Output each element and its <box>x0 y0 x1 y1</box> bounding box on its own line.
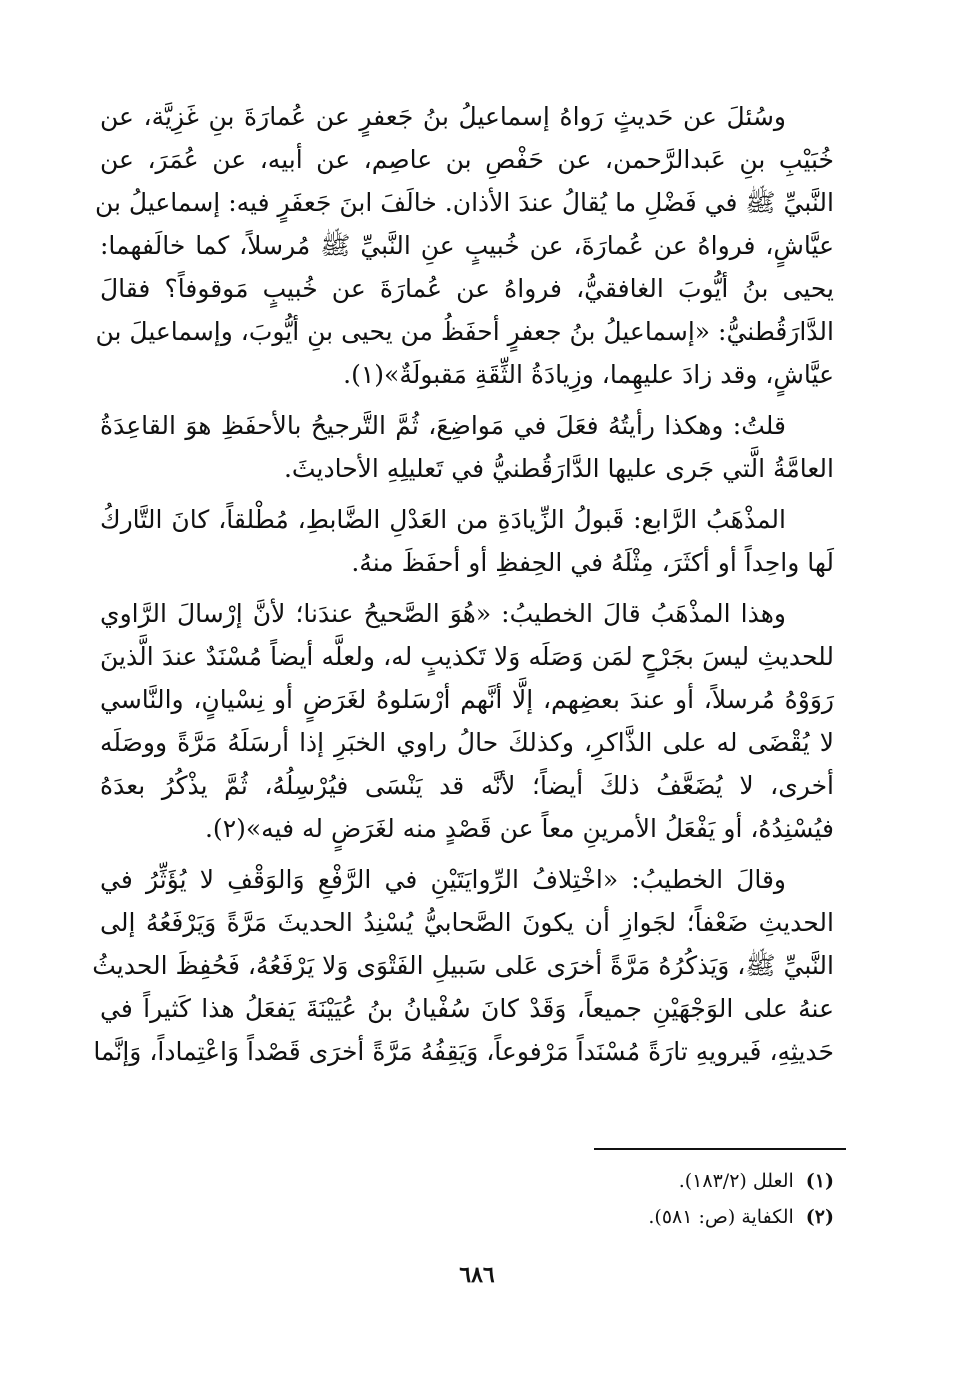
text-line: وهذا المذْهَبُ قالَ الخطيبُ: «هُوَ الصَّحيحُ عندَنا؛ لأنَّ إرْسالَ الرَّاوي <box>100 599 786 628</box>
footnote-1 <box>100 1163 834 1199</box>
text-line: للحديثِ ليسَ بجَرْحٍ لمَن وَصَلَه وَلا تَكذيبٍ له، ولعلَّه أيضاً مُسْنَدٌ عندَ الَّذينَ <box>100 642 834 671</box>
text-line: أخرى، لا يُضَعَّفُ ذلكَ أيضاً؛ لأنَّه قد يَنْسَى فيُرْسِلُهُ، ثُمَّ يذْكُرُ بعدَهُ <box>100 771 834 800</box>
text-line: لا يُقْضَى له على الذَّاكرِ، وكذلكَ حالُ راوي الخبَرِ إذا أرسَلَهُ مَرَّةً ووصَلَه <box>100 728 834 757</box>
paragraph-2 <box>100 404 834 490</box>
text-line: رَوَوْهُ مُرسلاً، أو عندَ بعضِهم، إلَّا أنَّهم أرْسَلوهُ لغَرَضٍ أو نِسْيانٍ، والنَّاسي <box>100 685 834 714</box>
paragraph-4 <box>100 592 834 850</box>
paragraph-5 <box>92 858 834 1073</box>
text-line: عيَّاشٍ، فرواهُ عن عُمارَةَ، عن خُبيبٍ عنِ النَّبيِّ ﷺ مُرسلاً، كما خالَفهما: <box>100 231 834 260</box>
text-line: عنهُ على الوَجْهَيْنِ جميعاً، وَقَدْ كانَ سُفْيانُ بنُ عُيَيْنَةَ يَفعَلُ هذا كَثيراً في <box>100 994 834 1023</box>
text-line: عيَّاشٍ، وقد زادَ عليهِما، وزِيادَةُ الثِّقَةِ مَقبولَةٌ»(١). <box>343 360 834 389</box>
footnote-number: (٢) <box>805 1206 834 1228</box>
page-number: ٦٨٦ <box>459 1262 495 1288</box>
text-line: العامَّةُ الَّتي جَرى عليها الدَّارَقُطنيُّ في تَعليلِهِ الأحاديثَ. <box>283 454 834 483</box>
text-line: حَديثِهِ، فَيرويهِ تارَةً مُسْنَداً مَرْفوعاً، وَيَقِفُهُ مَرَّةً أخرَى قَصْداً وَاعْتِماداً، وَإنَّما <box>93 1037 834 1066</box>
text-line: يحيى بنُ أيُّوبَ الغافقيُّ، فرواهُ عن عُمارَةَ عن خُبيبٍ مَوقوفاً؟ فقالَ <box>100 274 834 303</box>
text-line: قلتُ: وهكذا رأيتُهُ فعَلَ في مَواضِعَ، ثُمَّ التَّرجيحُ بالأحفَظِ هوَ القاعِدَةُ <box>100 411 786 440</box>
text-line: وقالَ الخطيبُ: «اخْتِلافُ الرِّوايَتَيْنِ في الرَّفْعِ وَالوَقْفِ لا يُؤَثِّرُ في <box>100 865 786 894</box>
text-line: الدَّارَقُطنيُّ: «إسماعيلُ بنُ جعفرٍ أحفَظُ من يحيى بنِ أيُّوبَ، وإسماعيلَ بن <box>95 317 834 346</box>
text-line: لَها واحِداً أو أكثَرَ، مِثْلَهُ في الحِفظِ أو أحفَظَ منهُ. <box>351 548 834 577</box>
text-line: خُبَيْبِ بنِ عَبدالرَّحمن، عن حَفْصِ بن عاصِم، عن أبيه، عن عُمَرَ، عن <box>100 145 834 174</box>
footnote-text: الكفاية (ص: ٥٨١). <box>648 1206 794 1228</box>
text-line: وسُئلَ عن حَديثٍ رَواهُ إسماعيلُ بنُ جَعفرٍ عن عُمارَةَ بنِ غَزِيَّة، عن <box>100 102 786 131</box>
text-line: الحديثِ ضَعْفاً؛ لجَوازِ أن يكونَ الصَّحابيُّ يُسْنِدُ الحديثَ مَرَّةً وَيَرْفَعُهُ إلى <box>100 908 834 937</box>
paragraph-1 <box>94 95 834 396</box>
main-text <box>92 95 834 1073</box>
paragraph-3 <box>100 498 834 584</box>
footnote-separator <box>594 1148 846 1150</box>
text-line: المذْهَبُ الرَّابع: قَبولُ الزِّيادَةِ من العَدْلِ الضَّابطِ، مُطْلقاً، كانَ التَّاركُ <box>100 505 786 534</box>
footnote-2 <box>100 1199 834 1235</box>
text-line: فيُسْنِدُهُ، أو يَفْعَلُ الأمرينِ معاً عن قَصْدٍ منه لغَرَضٍ له فيه»(٢). <box>204 814 834 843</box>
footnote-text: العلل (١٨٣/٢). <box>678 1170 794 1192</box>
text-line: النَّبيِّ ﷺ في فَضْلِ ما يُقالُ عندَ الأذان. خالَفَ ابنَ جَعفَرٍ فيه: إسماعيلُ بن <box>94 188 834 217</box>
text-line: النَّبيِّ ﷺ، وَيَذكُرُهُ مَرَّةً أخرَى عَلى سَبيلِ الفَتْوَى وَلا يَرْفَعُهُ، فَحُفِظَ الحديثُ <box>92 951 834 980</box>
footnotes <box>100 1163 834 1235</box>
footnote-number: (١) <box>805 1170 834 1192</box>
